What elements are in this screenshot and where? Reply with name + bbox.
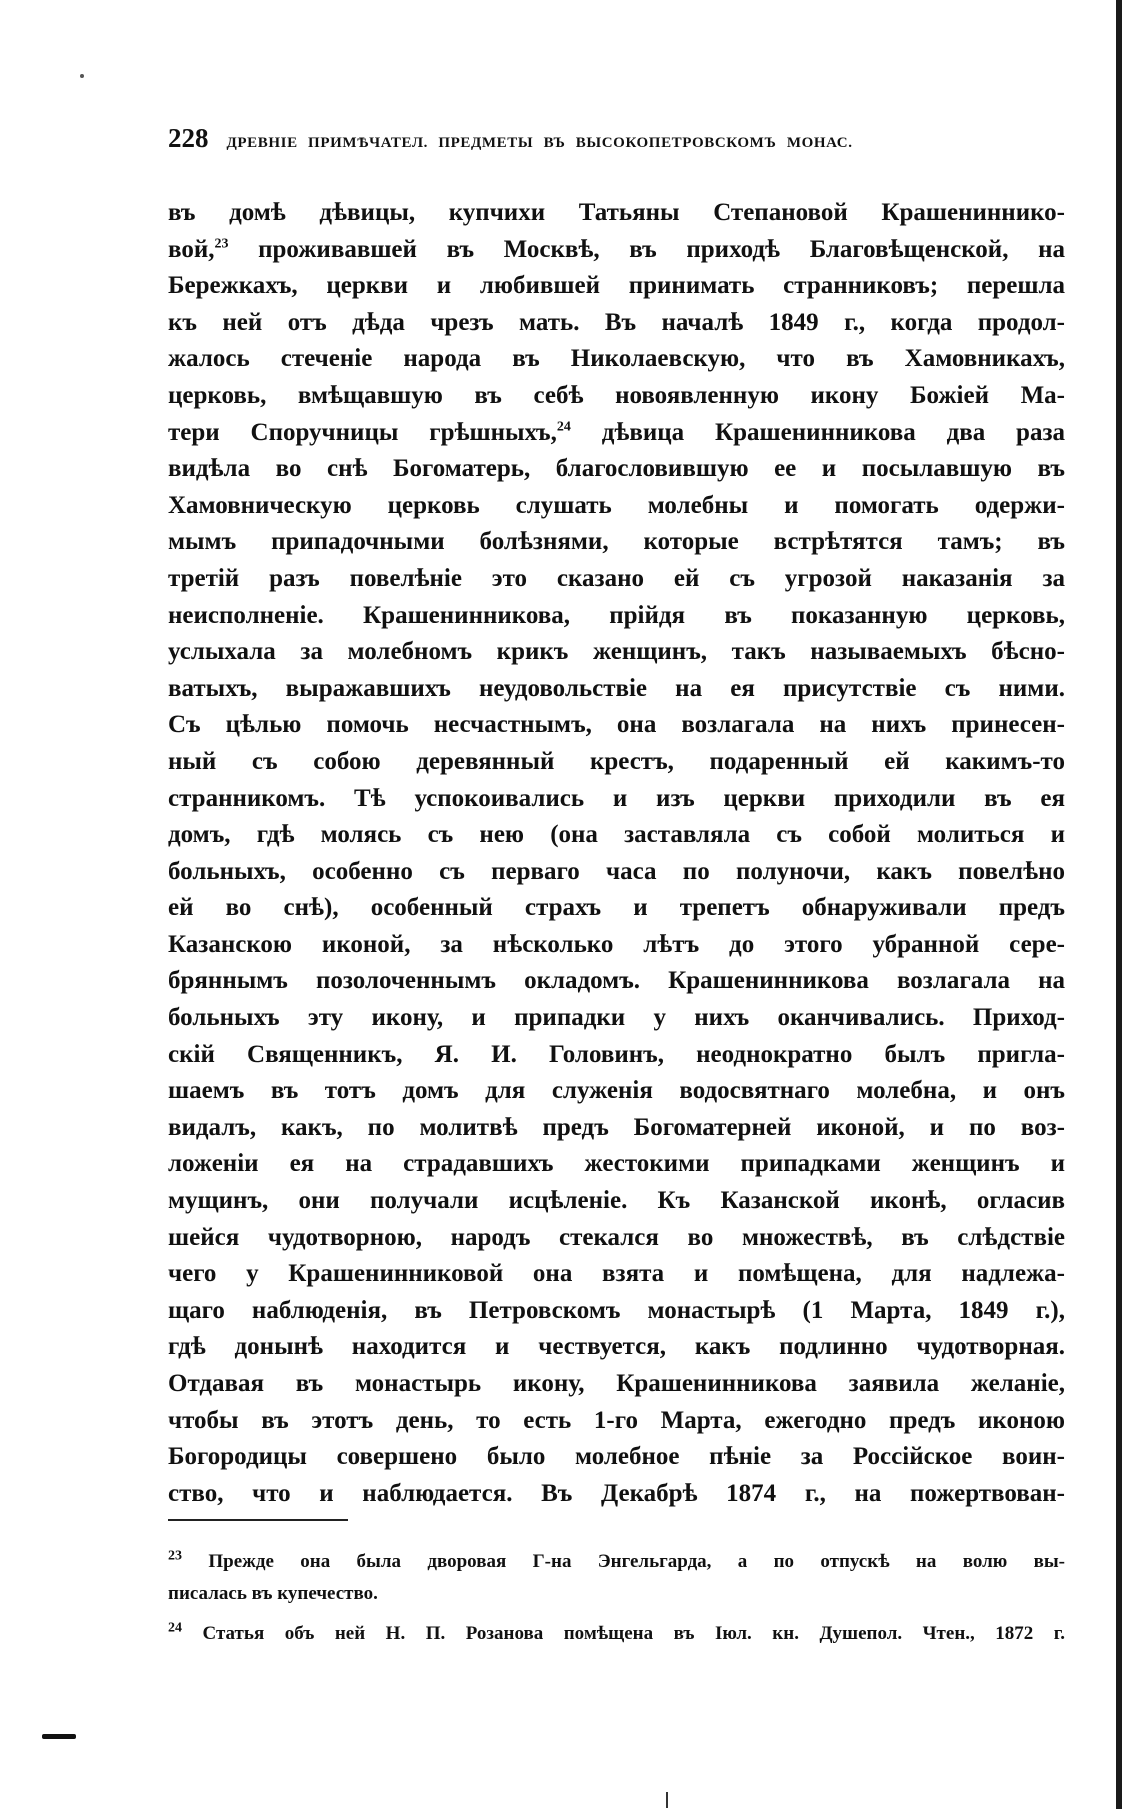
text-line: Хамовническую церковь слушать молебны и помогать одержи-: [168, 491, 1065, 519]
text-line: въ домѣ дѣвицы, купчихи Татьяны Степановой Крашениннико-: [168, 199, 1065, 226]
text-line: неисполненіе. Крашенинникова, прійдя въ показанную церковь,: [168, 601, 1065, 629]
running-head: ДРЕВНІЕ ПРИМѢЧАТЕЛ. ПРЕДМЕТЫ ВЪ ВЫСОКОПЕТРОВСКОМЪ МОНАС.: [226, 135, 853, 151]
text-line: ный съ собою деревянный крестъ, подаренный ей какимъ-то: [168, 747, 1065, 775]
scan-speck: [80, 74, 84, 78]
text-line: мущинъ, они получали исцѣленіе. Къ Казанской иконѣ, огласив: [168, 1187, 1065, 1215]
footnote-marker: 24: [168, 1620, 182, 1636]
text-line: церковь, вмѣщавшую въ себѣ новоявленную икону Божіей Ма-: [168, 381, 1065, 409]
text-line: странникомъ. Тѣ успокоивались и изъ церкви приходили въ ея: [168, 784, 1065, 812]
body-text: [168, 195, 1065, 1512]
text-line: чего у Крашенинниковой она взята и помѣщена, для надлежа-: [168, 1260, 1065, 1288]
text-line: скій Священникъ, Я. И. Головинъ, неоднократно былъ пригла-: [168, 1040, 1065, 1068]
text-line: Бережкахъ, церкви и любившей принимать странниковъ; перешла: [168, 272, 1065, 300]
text-line: услыхала за молебномъ крикъ женщинъ, такъ называемыхъ бѣсно-: [168, 638, 1065, 666]
text-line: домъ, гдѣ молясь съ нею (она заставляла съ собой молиться и: [168, 821, 1065, 849]
text-line: Казанскою иконой, за нѣсколько лѣтъ до этого убранной сере-: [168, 930, 1065, 958]
text-line: ватыхъ, выражавшихъ неудовольствіе на ея присутствіе съ ними.: [168, 674, 1065, 702]
text-line: ложеніи ея на страдавшихъ жестокими припадками женщинъ и: [168, 1150, 1065, 1178]
text-line: къ ней отъ дѣда чрезъ мать. Въ началѣ 1849 г., когда продол-: [168, 308, 1065, 336]
text-line: ство, что и наблюдается. Въ Декабрѣ 1874 г., на пожертвован-: [168, 1479, 1065, 1507]
footnote-24-line-1: $^{24}$ Статья объ ней Н. П. Розанова помѣщена въ Іюл. кн. Душепол. Чтен., 1872 г.: [168, 1620, 1066, 1644]
footnotes: [168, 1546, 1065, 1650]
text-line: мымъ припадочными болѣзнями, которые встрѣтятся тамъ; въ: [168, 528, 1065, 556]
text-line: ей во снѣ), особенный страхъ и трепетъ обнаруживали предъ: [168, 894, 1065, 922]
page-header: [168, 123, 1068, 157]
text-line: видѣла во снѣ Богоматерь, благословившую ее и посылавшую въ: [168, 455, 1065, 483]
text-line: Съ цѣлью помочь несчастнымъ, она возлагала на нихъ принесен-: [168, 711, 1065, 739]
text-line: жалось стеченіе народа въ Николаевскую, что въ Хамовникахъ,: [168, 345, 1065, 373]
footnote-reference: 23: [214, 236, 229, 252]
footnote-23-line-1: $^{23}$ Прежде она была дворовая Г-на Энгельгарда, а по отпускѣ на волю вы-: [168, 1548, 1066, 1572]
scan-mark: [666, 1792, 668, 1808]
text-line: шейся чудотворною, народъ стекался во множествѣ, въ слѣдствіе: [168, 1223, 1065, 1251]
text-line: щаго наблюденія, въ Петровскомъ монастырѣ (1 Марта, 1849 г.),: [168, 1296, 1065, 1324]
footnote-marker: 23: [168, 1548, 182, 1564]
text-line: третій разъ повелѣніе это сказано ей съ угрозой наказанія за: [168, 564, 1065, 592]
scan-page-edge: [1116, 0, 1122, 1809]
text-line: больныхъ, особенно съ перваго часа по полуночи, какъ повелѣно: [168, 857, 1065, 885]
text-line: шаемъ въ тотъ домъ для служенія водосвятнаго молебна, и онъ: [168, 1077, 1065, 1105]
footnote-rule: [168, 1519, 348, 1521]
text-line: Богородицы совершено было молебное пѣніе за Россійское воин-: [168, 1443, 1065, 1471]
text-line: тери Споручницы грѣшныхъ,$^{24}$ дѣвица Крашенинникова два раза: [168, 418, 1065, 446]
page-number: 228: [168, 123, 209, 153]
text-line: больныхъ эту икону, и припадки у нихъ оканчивались. Приход-: [168, 1004, 1065, 1032]
text-line: чтобы въ этотъ день, то есть 1-го Марта, ежегодно предъ иконою: [168, 1406, 1065, 1434]
footnote-23-line-2: писалась въ купечество.: [168, 1583, 378, 1604]
text-line: видалъ, какъ, по молитвѣ предъ Богоматерней иконой, и по воз-: [168, 1113, 1065, 1141]
text-line: бряннымъ позолоченнымъ окладомъ. Крашенинникова возлагала на: [168, 967, 1065, 995]
text-line: гдѣ донынѣ находится и чествуется, какъ подлинно чудотворная.: [168, 1333, 1065, 1361]
text-line: Отдавая въ монастырь икону, Крашенинникова заявила желаніе,: [168, 1370, 1065, 1397]
text-line: вой,$^{23}$ проживавшей въ Москвѣ, въ приходѣ Благовѣщенской, на: [168, 235, 1065, 263]
margin-mark: [42, 1734, 76, 1739]
footnote-reference: 24: [556, 419, 571, 435]
